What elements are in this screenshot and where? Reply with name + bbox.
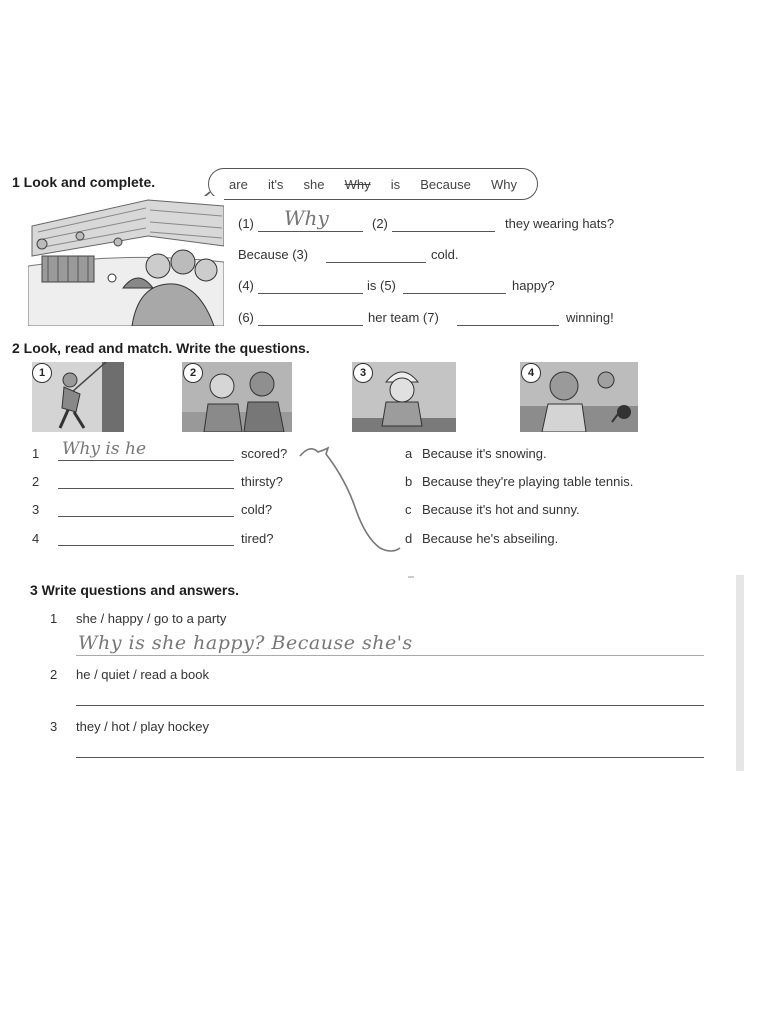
ex3-item-prompt: he / quiet / read a book — [76, 667, 209, 682]
ex1-number-2: (2) — [372, 216, 388, 231]
ex2-question-number: 3 — [32, 502, 40, 517]
ex1-line4-mid: her team (7) — [368, 310, 439, 325]
ex2-answer-text: Because he's abseiling. — [422, 531, 559, 546]
ex3-item-prompt: they / hot / play hockey — [76, 719, 209, 734]
word-box-word: is — [390, 176, 401, 192]
ex1-blank-5 — [403, 293, 506, 294]
ex1-number-6: (6) — [238, 310, 254, 325]
ex2-question-end: scored? — [241, 446, 288, 461]
stadium-illustration — [28, 196, 224, 326]
ex1-line3-mid: is (5) — [367, 278, 396, 293]
ex2-question-blank — [58, 545, 234, 546]
picture-1-number-badge: 1 — [32, 363, 52, 383]
ex2-question-number: 1 — [32, 446, 40, 461]
ex1-line1-end: they wearing hats? — [505, 216, 615, 231]
word-box-word: Because — [420, 176, 471, 192]
word-box-word-crossed: Why — [344, 176, 371, 192]
ex2-question-number: 2 — [32, 474, 40, 489]
ex2-question-end: cold? — [241, 502, 273, 517]
ex3-handwritten-answer: Why is she happy? Because she's — [78, 632, 413, 654]
ex1-number-1: (1) — [238, 216, 254, 231]
ex3-item-number: 2 — [50, 667, 58, 682]
ex2-answer-letter: b — [405, 474, 413, 489]
ex1-blank-6 — [258, 325, 363, 326]
ex2-answer-text: Because they're playing table tennis. — [422, 474, 634, 489]
ex3-answer-line — [76, 705, 704, 706]
ex2-question-blank — [58, 516, 234, 517]
picture-3-number-badge: 3 — [353, 363, 373, 383]
ex2-answer-text: Because it's snowing. — [422, 446, 547, 461]
picture-2-number-badge: 2 — [183, 363, 203, 383]
ex2-question-number: 4 — [32, 531, 40, 546]
matching-line — [296, 440, 416, 585]
page-edge-shadow — [736, 575, 744, 771]
ex1-because: Because (3) — [238, 247, 309, 262]
word-box-word: it's — [267, 176, 284, 192]
ex1-number-4: (4) — [238, 278, 254, 293]
picture-4-number-badge: 4 — [521, 363, 541, 383]
ex2-question-end: tired? — [241, 531, 274, 546]
word-box-word: she — [303, 176, 325, 192]
ex1-line4-end: winning! — [566, 310, 614, 325]
ex1-blank-4 — [258, 293, 363, 294]
ex1-blank-2 — [392, 231, 495, 232]
ex3-item-number: 3 — [50, 719, 58, 734]
ex3-answer-line — [76, 757, 704, 758]
ex2-answer-letter: a — [405, 446, 413, 461]
ex1-handwritten-answer-1: Why — [284, 206, 329, 230]
exercise-1-heading: 1 Look and complete. — [12, 174, 156, 190]
ex2-question-end: thirsty? — [241, 474, 283, 489]
ex3-answer-line — [76, 655, 704, 656]
ex1-blank-1 — [258, 231, 363, 232]
ex3-item-prompt: she / happy / go to a party — [76, 611, 227, 626]
ex2-answer-text: Because it's hot and sunny. — [422, 502, 580, 517]
ex1-line2-end: cold. — [431, 247, 459, 262]
word-box-word: are — [229, 176, 248, 192]
ex2-question-blank — [58, 460, 234, 461]
exercise-2-heading: 2 Look, read and match. Write the questions. — [12, 340, 310, 356]
word-box-word: Why — [490, 176, 517, 192]
ex2-answer-letter: c — [405, 502, 412, 517]
exercise-3-heading: 3 Write questions and answers. — [30, 582, 240, 598]
word-box — [208, 168, 538, 200]
ex2-handwritten-question: Why is he — [62, 439, 147, 459]
ex3-item-number: 1 — [50, 611, 58, 626]
ex2-answer-letter: d — [405, 531, 413, 546]
ex1-blank-3 — [326, 262, 426, 263]
ex1-line3-end: happy? — [512, 278, 555, 293]
ex2-question-blank — [58, 488, 234, 489]
ex1-blank-7 — [457, 325, 559, 326]
